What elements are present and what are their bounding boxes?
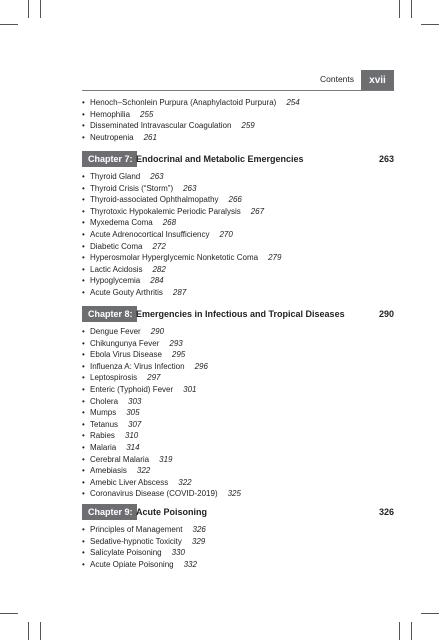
crop-mark	[40, 622, 41, 640]
toc-entry[interactable]: • Thyroid-associated Ophthalmopathy 266	[82, 195, 242, 205]
toc-entry[interactable]: • Neutropenia 261	[82, 132, 157, 142]
chapter-tab: Chapter 9:	[82, 504, 137, 520]
crop-mark	[411, 0, 412, 18]
toc-entry[interactable]: • Amebic Liver Abscess 322	[82, 477, 192, 487]
crop-mark	[421, 613, 439, 614]
chapter-page: 326	[378, 507, 394, 517]
chapter-tab: Chapter 7:	[82, 151, 137, 167]
crop-mark	[0, 613, 18, 614]
toc-entry[interactable]: • Sedative-hypnotic Toxicity 329	[82, 536, 206, 546]
crop-mark	[0, 24, 18, 25]
crop-mark	[411, 622, 412, 640]
toc-entry[interactable]: • Malaria 314	[82, 442, 140, 452]
crop-mark	[399, 0, 400, 18]
toc-entry[interactable]: • Tetanus 307	[82, 419, 142, 429]
toc-continued-list	[82, 97, 394, 143]
toc-entry[interactable]: • Dengue Fever 290	[82, 327, 165, 336]
chapter-tab: Chapter 8:	[82, 306, 137, 322]
toc-entry[interactable]: • Diabetic Coma 272	[82, 241, 166, 251]
chapter-page: 263	[378, 154, 394, 164]
toc-entry[interactable]: • Thyrotoxic Hypokalemic Periodic Paralysis 267	[82, 206, 265, 216]
toc-entry[interactable]: • Enteric (Typhoid) Fever 301	[82, 384, 197, 394]
header-rule	[82, 90, 394, 91]
toc-entry[interactable]: • Acute Opiate Poisoning 332	[82, 559, 197, 569]
toc-entry[interactable]: • Leptospirosis 297	[82, 373, 161, 383]
toc-entry[interactable]: • Principles of Management 326	[82, 525, 206, 534]
crop-mark	[28, 0, 29, 18]
crop-mark	[421, 24, 439, 25]
toc-entry[interactable]: • Acute Gouty Arthritis 287	[82, 287, 187, 297]
chapter-title: Acute Poisoning	[136, 507, 208, 517]
toc-entry[interactable]: • Hypoglycemia 284	[82, 276, 164, 286]
chapter-heading-9[interactable]	[82, 504, 394, 520]
page-number: xvii	[361, 70, 394, 90]
toc-entry[interactable]: • Thyroid Gland 263	[82, 172, 164, 181]
toc-entry[interactable]: • Thyroid Crisis (“Storm”) 263	[82, 183, 197, 193]
chapter-heading-7[interactable]	[82, 151, 394, 167]
toc-entry[interactable]: • Amebiasis 322	[82, 466, 151, 476]
chapter-title: Endocrinal and Metabolic Emergencies	[136, 154, 304, 164]
crop-mark	[399, 622, 400, 640]
toc-entry[interactable]: • Disseminated Intravascular Coagulation 259	[82, 121, 255, 131]
chapter-heading-8[interactable]	[82, 306, 394, 322]
crop-mark	[28, 622, 29, 640]
toc-entry[interactable]: • Ebola Virus Disease 295	[82, 350, 186, 360]
toc-entry[interactable]: • Rabies 310	[82, 431, 139, 441]
crop-mark	[40, 0, 41, 18]
chapter-title: Emergencies in Infectious and Tropical Diseases	[136, 309, 345, 319]
chapter-7-entries	[82, 171, 394, 299]
toc-entry[interactable]: • Acute Adrenocortical Insufficiency 270	[82, 229, 233, 239]
toc-entry[interactable]: • Cholera 303	[82, 396, 142, 406]
toc-entry[interactable]: • Hemophilia 255	[82, 109, 154, 119]
chapter-8-entries	[82, 326, 394, 500]
toc-entry[interactable]: • Lactic Acidosis 282	[82, 264, 166, 274]
toc-entry[interactable]: • Chikungunya Fever 293	[82, 338, 183, 348]
toc-entry[interactable]: • Coronavirus Disease (COVID-2019) 325	[82, 489, 241, 499]
toc-entry[interactable]: • Salicylate Poisoning 330	[82, 548, 185, 558]
running-header-label: Contents	[320, 74, 355, 84]
toc-entry[interactable]: • Mumps 305	[82, 408, 140, 418]
chapter-page: 290	[378, 309, 394, 319]
toc-entry[interactable]: • Cerebral Malaria 319	[82, 454, 173, 464]
toc-entry[interactable]: • Hyperosmolar Hyperglycemic Nonketotic Coma 279	[82, 253, 282, 263]
toc-entry[interactable]: • Myxedema Coma 268	[82, 218, 177, 228]
chapter-9-entries	[82, 524, 394, 570]
toc-entry[interactable]: • Henoch–Schonlein Purpura (Anaphylactoid Purpura) 254	[82, 98, 300, 107]
toc-entry[interactable]: • Influenza A: Virus Infection 296	[82, 361, 208, 371]
